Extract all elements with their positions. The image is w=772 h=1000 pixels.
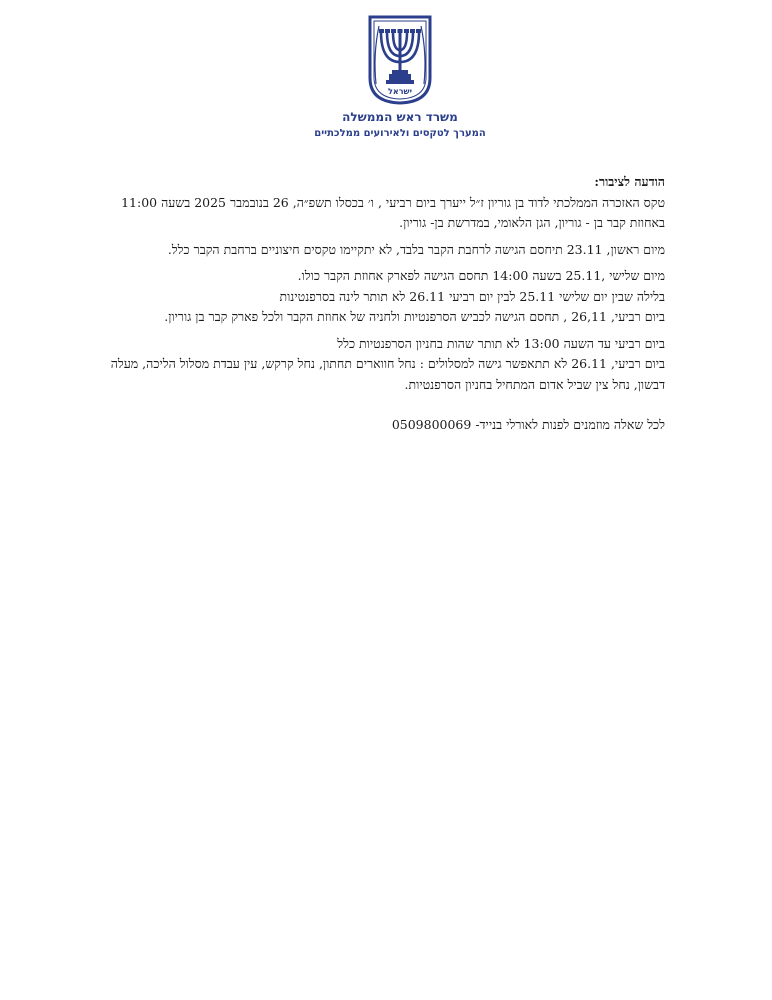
notice-paragraph: טקס האזכרה הממלכתי לדוד בן גוריון ז״ל ייערך ביום רביעי , ו׳ בכסלו תשפ״ה, 26 בנובמבר 2025 בשעה 11:00 באחוזת קבר בן - גוריון, הגן הלאומי, במדרשת בן- גוריון. (121, 194, 665, 230)
office-subtitle: המערך לטקסים ולאירועים ממלכתיים (314, 128, 486, 139)
letterhead (0, 0, 772, 150)
contact-line: לכל שאלה מוזמנים לפנות לאורלי בנייד- 0509800069 (391, 417, 665, 432)
notice-title: הודעה לציבור: (594, 174, 665, 189)
notice-paragraph: מיום ראשון, 23.11 תיחסם הגישה לרחבת הקבר בלבד, לא יתקיימו טקסים חיצוניים ברחבת הקבר כלל. (167, 241, 665, 257)
notice-paragraph: ביום רביעי, 26.11 לא תתאפשר גישה למסלולים : נחל חווארים תחתון, נחל קרקש, עין עבדת מסלול הליכה, מעלה דבשון, נחל צין שביל אדום המתחיל בחניון הסרפנטיות. (110, 356, 665, 392)
notice-paragraph: ביום רביעי, 26,11 , תחסם הגישה לכביש הסרפנטיות ולחניה של אחוזת הקבר ולכל פארק קבר בן גוריון. (164, 309, 665, 324)
state-emblem-menorah-icon (367, 14, 433, 106)
notice-paragraph: ביום רביעי עד השעה 13:00 לא תותר שהות בחניון הסרפנטיות כלל (337, 335, 665, 351)
emblem-text: ישראל (388, 87, 412, 96)
notice-paragraph: בלילה שבין יום שלישי 25.11 לבין יום רביעי 26.11 לא תותר לינה בסרפנטינות (279, 288, 665, 304)
public-notice (110, 172, 665, 436)
office-name: משרד ראש הממשלה (342, 110, 458, 124)
notice-paragraph: מיום שלישי ,25.11 בשעה 14:00 תחסם הגישה לפארק אחוזת הקבר כולו. (297, 268, 665, 283)
